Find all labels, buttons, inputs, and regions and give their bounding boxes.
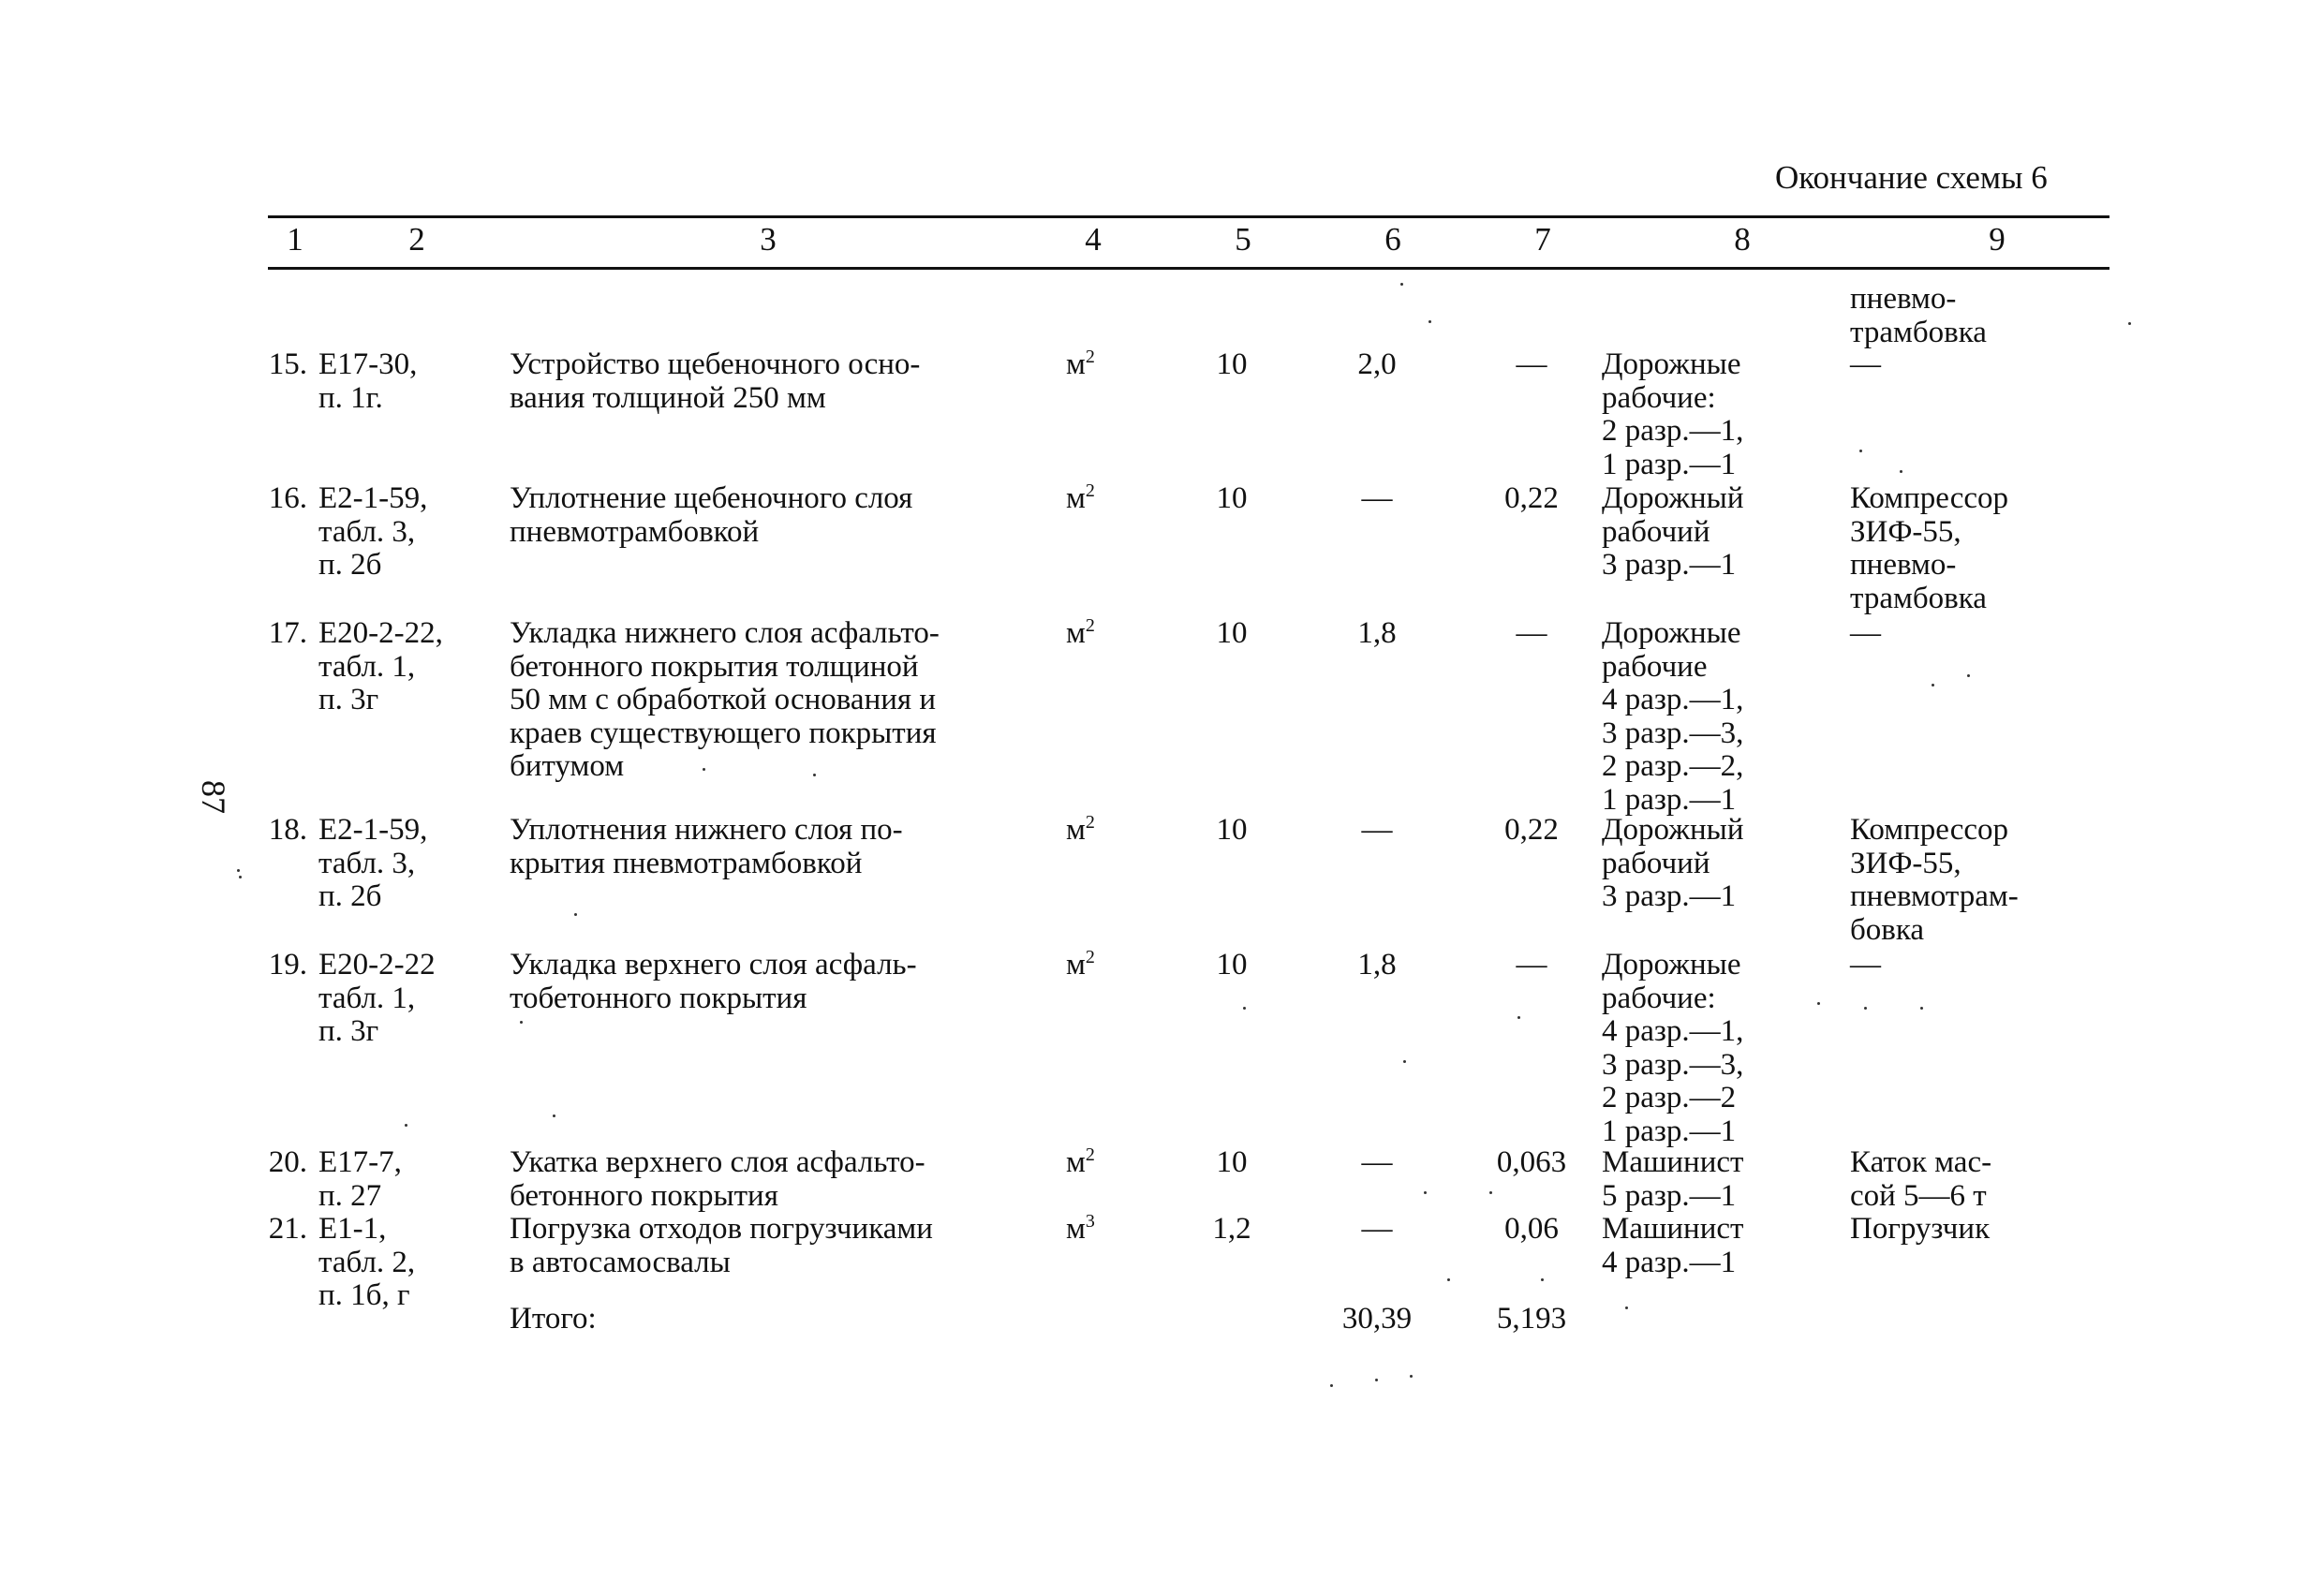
workers: Машинист 4 разр.—1 — [1602, 1212, 1744, 1279]
machines: Компрессор ЗИФ-55, пневмо- трамбовка — [1850, 481, 2009, 615]
work-description: Укладка нижнего слоя асфальто- бетонного покрытия толщиной 50 мм с обработкой основания и краев существующего покрытия битумом — [510, 616, 940, 784]
scan-speck — [813, 774, 816, 776]
workers: Дорожный рабочий 3 разр.—1 — [1602, 813, 1744, 914]
scan-speck — [1517, 1016, 1520, 1019]
scan-speck — [1920, 1007, 1923, 1010]
unit — [1066, 949, 1122, 982]
header-col-7: 7 — [1534, 221, 1551, 258]
row-number: 19. — [268, 948, 307, 981]
scan-speck — [1400, 283, 1403, 286]
machines: Погрузчик — [1850, 1212, 1991, 1246]
work-description: Уплотнения нижнего слоя по- крытия пневмотрамбовкой — [510, 813, 903, 880]
norm-code: Е17-7, п. 27 — [318, 1145, 402, 1213]
quantity: 10 — [1216, 347, 1248, 381]
norm-code: Е1-1, табл. 2, п. 1б, г — [318, 1212, 416, 1313]
col6-value: 2,0 — [1357, 347, 1397, 381]
scan-speck — [1541, 1278, 1544, 1281]
col6-value: 1,8 — [1357, 616, 1397, 650]
row-number: 17. — [268, 616, 307, 650]
scan-speck — [1864, 1007, 1867, 1010]
unit-exponent: 2 — [1085, 347, 1095, 367]
table-top-rule — [268, 215, 2109, 218]
quantity: 1,2 — [1212, 1212, 1251, 1246]
row-number: 21. — [268, 1212, 307, 1246]
row-number: 18. — [268, 813, 307, 847]
quantity: 10 — [1216, 813, 1248, 847]
scan-speck — [1967, 674, 1970, 677]
work-description: Устройство щебеночного осно- вания толщиной 250 мм — [510, 347, 921, 415]
quantity: 10 — [1216, 948, 1248, 981]
workers: Дорожные рабочие 4 разр.—1, 3 разр.—3, 2 разр.—2, 1 разр.—1 — [1602, 616, 1744, 817]
unit-base: м — [1066, 481, 1086, 515]
quantity: 10 — [1216, 481, 1248, 515]
workers: Дорожные рабочие: 4 разр.—1, 3 разр.—3, 2 разр.—2 1 разр.—1 — [1602, 948, 1744, 1148]
workers: Машинист 5 разр.—1 — [1602, 1145, 1744, 1213]
norm-code: Е17-30, п. 1г. — [318, 347, 418, 415]
unit-base: м — [1066, 1145, 1086, 1179]
norm-code: Е20-2-22 табл. 1, п. 3г — [318, 948, 436, 1049]
total-label: Итого: — [510, 1302, 597, 1336]
unit-base: м — [1066, 948, 1086, 981]
scan-speck — [1447, 1278, 1450, 1281]
total-col6: 30,39 — [1341, 1302, 1413, 1336]
unit-base: м — [1066, 616, 1086, 650]
norm-code: Е2-1-59, табл. 3, п. 2б — [318, 813, 428, 914]
scan-speck — [1410, 1375, 1413, 1378]
machines: — — [1850, 948, 1881, 981]
machines: — — [1850, 347, 1881, 381]
scan-speck — [520, 1021, 523, 1024]
header-col-8: 8 — [1734, 221, 1751, 258]
quantity: 10 — [1216, 1145, 1248, 1179]
col7-value: — — [1516, 616, 1547, 650]
col7-value: — — [1516, 948, 1547, 981]
scan-speck — [1900, 470, 1902, 473]
work-description: Укатка верхнего слоя асфальто- бетонного покрытия — [510, 1145, 925, 1213]
scan-speck — [2128, 322, 2131, 325]
header-col-6: 6 — [1384, 221, 1401, 258]
scan-speck — [553, 1114, 555, 1117]
machines: Каток мас- сой 5—6 т — [1850, 1145, 1992, 1213]
scan-speck — [1859, 450, 1862, 452]
work-description: Укладка верхнего слоя асфаль- тобетонного покрытия — [510, 948, 917, 1015]
col6-value: — — [1361, 813, 1393, 847]
row-number: 20. — [268, 1145, 307, 1179]
machines: Компрессор ЗИФ-55, пневмотрам- бовка — [1850, 813, 2019, 947]
scan-speck — [1375, 1379, 1378, 1381]
col7-value: — — [1516, 347, 1547, 381]
col6-value: — — [1361, 481, 1393, 515]
scan-speck — [1428, 320, 1431, 323]
scan-speck — [1243, 1007, 1246, 1010]
scan-speck — [1817, 1002, 1820, 1005]
header-col-5: 5 — [1235, 221, 1251, 258]
work-description: Погрузка отходов погрузчиками в автосамосвалы — [510, 1212, 933, 1279]
header-col-9: 9 — [1989, 221, 2006, 258]
header-col-4: 4 — [1085, 221, 1102, 258]
col7-value: 0,063 — [1496, 1145, 1567, 1179]
scan-speck — [574, 913, 577, 916]
scan-speck — [239, 876, 242, 878]
col6-value: — — [1361, 1145, 1393, 1179]
machines: — — [1850, 616, 1881, 650]
col6-value: — — [1361, 1212, 1393, 1246]
unit-exponent: 2 — [1085, 615, 1095, 636]
unit-base: м — [1066, 1212, 1086, 1246]
unit — [1066, 1146, 1122, 1180]
work-description: Уплотнение щебеночного слоя пневмотрамбовкой — [510, 481, 913, 549]
scan-speck — [1403, 1060, 1406, 1063]
unit-exponent: 2 — [1085, 1144, 1095, 1165]
unit-base: м — [1066, 813, 1086, 847]
total-col7: 5,193 — [1496, 1302, 1567, 1336]
unit-base: м — [1066, 347, 1086, 381]
col7-value: 0,06 — [1504, 1212, 1559, 1246]
page-title: Окончание схемы 6 — [1775, 159, 2048, 196]
unit — [1066, 1213, 1122, 1247]
scan-speck — [1932, 684, 1934, 686]
scan-speck — [703, 768, 705, 771]
header-col-1: 1 — [287, 221, 303, 258]
scan-speck — [237, 869, 240, 872]
scan-speck — [1424, 1191, 1427, 1194]
unit — [1066, 814, 1122, 848]
row-number: 16. — [268, 481, 307, 515]
unit-exponent: 2 — [1085, 480, 1095, 501]
quantity: 10 — [1216, 616, 1248, 650]
unit-exponent: 3 — [1085, 1211, 1095, 1232]
scan-speck — [1489, 1191, 1492, 1194]
col7-value: 0,22 — [1504, 481, 1559, 515]
unit-exponent: 2 — [1085, 812, 1095, 833]
page-number: 87 — [195, 780, 232, 814]
col7-value: 0,22 — [1504, 813, 1559, 847]
header-col-3: 3 — [760, 221, 777, 258]
workers: Дорожные рабочие: 2 разр.—1, 1 разр.—1 — [1602, 347, 1744, 481]
header-col-2: 2 — [408, 221, 425, 258]
norm-code: Е2-1-59, табл. 3, п. 2б — [318, 481, 428, 583]
table-bottom-rule — [268, 267, 2109, 270]
norm-code: Е20-2-22, табл. 1, п. 3г — [318, 616, 443, 717]
unit — [1066, 617, 1122, 651]
scan-speck — [1330, 1384, 1333, 1387]
scan-speck — [1625, 1306, 1628, 1309]
unit-exponent: 2 — [1085, 947, 1095, 967]
unit — [1066, 348, 1122, 382]
row-number: 15. — [268, 347, 307, 381]
unit — [1066, 482, 1122, 516]
scan-speck — [405, 1124, 407, 1127]
continuation-cell: пневмо- трамбовка — [1850, 282, 1987, 349]
col6-value: 1,8 — [1357, 948, 1397, 981]
workers: Дорожный рабочий 3 разр.—1 — [1602, 481, 1744, 583]
